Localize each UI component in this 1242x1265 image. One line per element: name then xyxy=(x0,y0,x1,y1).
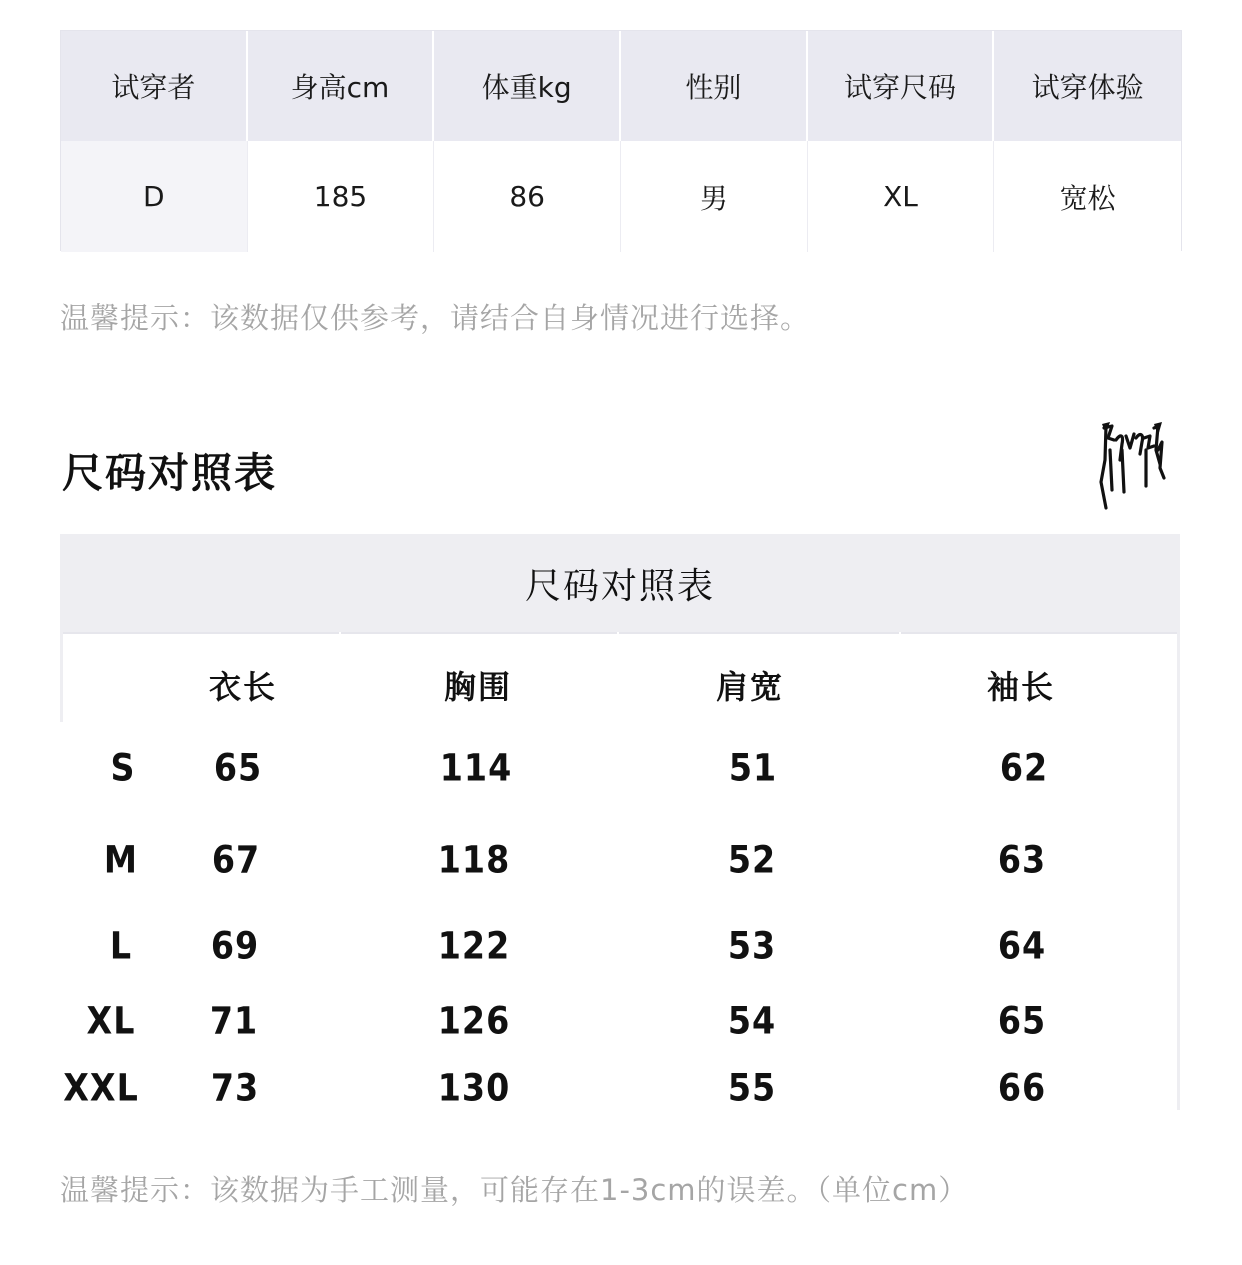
tryon-cell-weight: 86 xyxy=(434,141,621,252)
tryon-header-tester: 试穿者 xyxy=(61,31,248,141)
chart-divider xyxy=(341,632,617,634)
tryon-cell-gender: 男 xyxy=(621,141,808,252)
table-cell: 51 xyxy=(728,746,778,790)
size-label: S xyxy=(110,746,136,790)
tryon-header-size: 试穿尺码 xyxy=(808,31,995,141)
tryon-cell-height: 185 xyxy=(248,141,435,252)
tryon-header-weight: 体重kg xyxy=(434,31,621,141)
table-cell: 69 xyxy=(210,924,260,968)
table-cell: 65 xyxy=(213,746,263,790)
size-chart-title: 尺码对照表 xyxy=(60,534,1180,632)
size-label: XXL xyxy=(63,1066,139,1110)
table-cell: 53 xyxy=(727,924,777,968)
table-cell: 64 xyxy=(997,924,1047,968)
table-cell: 55 xyxy=(727,1066,777,1110)
size-chart-tip-text: 温馨提示：该数据为手工测量，可能存在1-3cm的误差。（单位cm） xyxy=(60,1173,969,1207)
tryon-table xyxy=(60,30,1182,251)
table-cell: 54 xyxy=(727,999,777,1043)
table-cell: 126 xyxy=(437,999,511,1043)
table-cell: 122 xyxy=(437,924,511,968)
table-cell: 114 xyxy=(439,746,513,790)
table-cell: 52 xyxy=(727,838,777,882)
table-cell: 130 xyxy=(437,1066,511,1110)
table-cell: 118 xyxy=(437,838,511,882)
chart-divider xyxy=(63,632,339,634)
tryon-cell-size: XL xyxy=(808,141,995,252)
column-header-sleeve: 袖长 xyxy=(986,668,1056,706)
brand-logo xyxy=(1098,420,1166,512)
table-cell: 71 xyxy=(209,999,259,1043)
chart-frame xyxy=(1177,632,1180,1110)
table-cell: 62 xyxy=(999,746,1049,790)
table-cell: 63 xyxy=(997,838,1047,882)
table-cell: 66 xyxy=(997,1066,1047,1110)
size-label: XL xyxy=(86,999,136,1043)
size-label: L xyxy=(109,924,133,968)
chart-frame xyxy=(60,632,63,722)
column-header-chest: 胸围 xyxy=(443,668,513,706)
table-cell: 65 xyxy=(997,999,1047,1043)
table-cell: 67 xyxy=(211,838,261,882)
size-label: M xyxy=(103,838,139,882)
chart-divider xyxy=(619,632,899,634)
chart-divider xyxy=(901,632,1177,634)
section-title: 尺码对照表 xyxy=(62,449,277,497)
tryon-header-fit: 试穿体验 xyxy=(994,31,1181,141)
table-cell: 73 xyxy=(210,1066,260,1110)
column-header-length: 衣长 xyxy=(208,668,278,706)
tryon-header-height: 身高cm xyxy=(248,31,435,141)
tryon-header-gender: 性别 xyxy=(621,31,808,141)
column-header-shoulder: 肩宽 xyxy=(715,668,785,706)
tryon-tip-text: 温馨提示：该数据仅供参考，请结合自身情况进行选择。 xyxy=(60,301,811,335)
tryon-cell-tester: D xyxy=(61,141,248,252)
tryon-cell-fit: 宽松 xyxy=(994,141,1181,252)
